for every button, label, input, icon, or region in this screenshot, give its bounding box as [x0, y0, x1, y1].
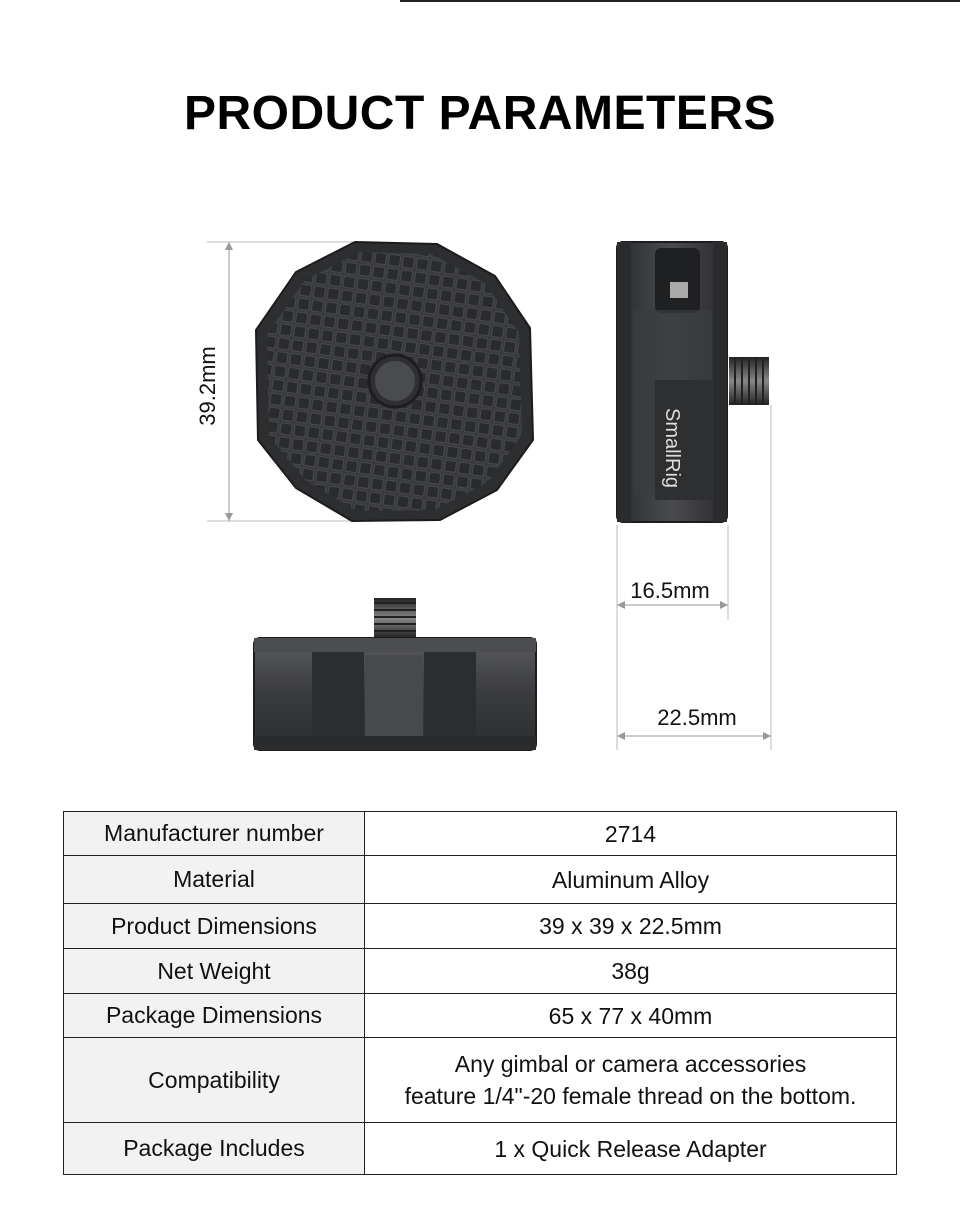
mid-width-dimension — [617, 525, 728, 620]
total-width-label: 22.5mm — [657, 705, 737, 730]
page-title: PRODUCT PARAMETERS — [183, 87, 777, 140]
spec-key: Manufacturer number — [64, 812, 365, 856]
spec-table — [63, 811, 897, 1175]
spec-value-line: Aluminum Alloy — [551, 866, 710, 893]
side-view-adapter-icon — [617, 242, 769, 522]
table-row — [64, 994, 897, 1038]
spec-value — [365, 994, 897, 1038]
mid-width-label: 16.5mm — [630, 578, 710, 603]
spec-value — [365, 812, 897, 856]
table-row — [64, 1123, 897, 1175]
spec-key: Product Dimensions — [64, 904, 365, 949]
spec-key: Compatibility — [64, 1038, 365, 1123]
spec-key: Material — [64, 856, 365, 904]
spec-value-line: 2714 — [604, 820, 657, 847]
table-row — [64, 1038, 897, 1123]
table-row — [64, 949, 897, 994]
spec-key: Package Includes — [64, 1123, 365, 1175]
spec-value-line: 39 x 39 x 22.5mm — [539, 913, 722, 939]
spec-value-line: Any gimbal or camera accessories — [454, 1051, 807, 1077]
height-label: 39.2mm — [195, 346, 220, 426]
spec-value-line: 65 x 77 x 40mm — [548, 1002, 713, 1029]
brand-logo: SmallRig — [661, 407, 683, 489]
spec-value — [365, 904, 897, 949]
spec-value-line: feature 1/4"-20 female thread on the bottom. — [404, 1083, 857, 1109]
spec-value — [365, 856, 897, 904]
spec-value — [365, 949, 897, 994]
spec-value — [365, 1038, 897, 1123]
table-row — [64, 904, 897, 949]
bottom-view-adapter-icon — [254, 598, 536, 750]
spec-key: Net Weight — [64, 949, 365, 994]
table-row — [64, 812, 897, 856]
spec-key: Package Dimensions — [64, 994, 365, 1038]
spec-value-line: 38g — [611, 958, 650, 984]
table-row — [64, 856, 897, 904]
spec-value — [365, 1123, 897, 1175]
front-view-disc-icon — [256, 242, 533, 521]
spec-value-line: 1 x Quick Release Adapter — [494, 1135, 767, 1162]
